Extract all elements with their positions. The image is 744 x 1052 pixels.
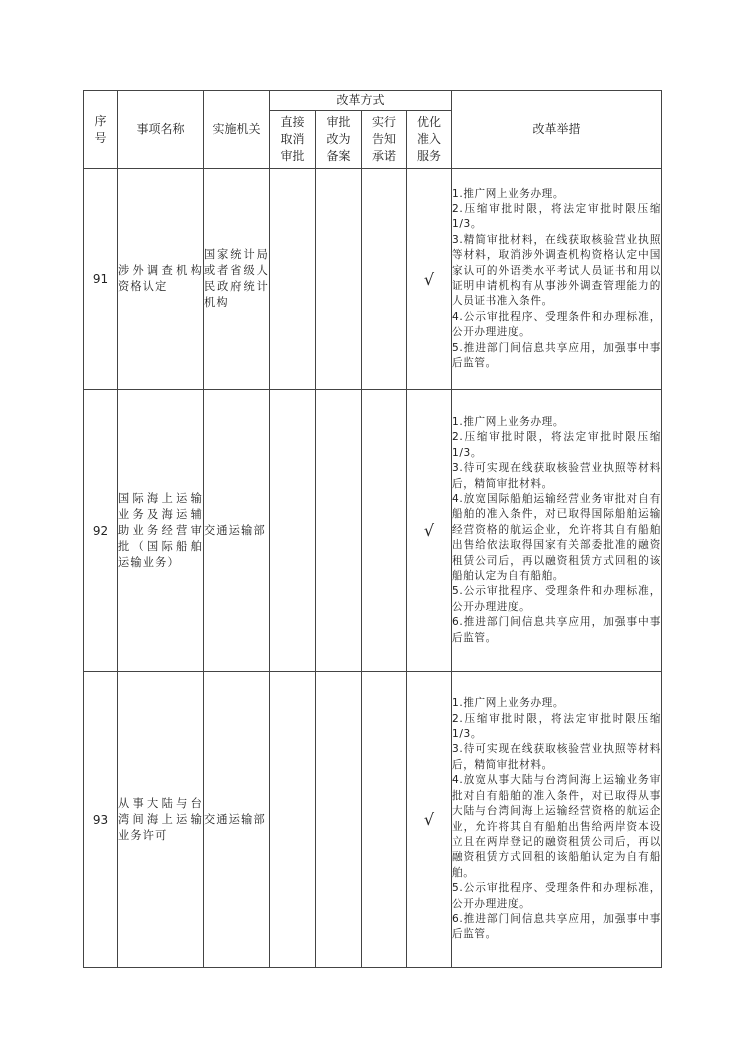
- table-row: [84, 169, 662, 390]
- row-agency: 国家统计局或者省级人民政府统计机构: [204, 169, 270, 390]
- header-reform-method: 改革方式: [270, 91, 452, 111]
- measure-item: 2.压缩审批时限，将法定审批时限压缩1/3。: [452, 202, 662, 231]
- row-item-name: 国际海上运输业务及海运辅助业务经营审批（国际船舶运输业务）: [118, 390, 204, 672]
- measure-item: 1.推广网上业务办理。: [452, 697, 565, 710]
- row-record-cell: [316, 390, 362, 672]
- row-notify-cell: [362, 672, 407, 968]
- measure-item: 6.推进部门间信息共享应用，加强事中事后监管。: [452, 912, 662, 941]
- measure-item: 2.压缩审批时限，将法定审批时限压缩1/3。: [452, 712, 662, 741]
- row-seq: 92: [84, 390, 118, 672]
- row-seq: 91: [84, 169, 118, 390]
- measure-item: 4.公示审批程序、受理条件和办理标准，公开办理进度。: [452, 310, 662, 339]
- row-agency: 交通运输部: [204, 390, 270, 672]
- row-cancel-cell: [270, 390, 316, 672]
- header-cancel: 直接取消审批: [270, 111, 316, 169]
- row-agency: 交通运输部: [204, 672, 270, 968]
- row-item-name: 涉外调查机构资格认定: [118, 169, 204, 390]
- row-measures: [452, 169, 662, 390]
- row-measures: [452, 390, 662, 672]
- row-notify-cell: [362, 390, 407, 672]
- row-optimize-check: √: [407, 672, 452, 968]
- header-item-name: 事项名称: [118, 91, 204, 169]
- row-optimize-check: √: [407, 169, 452, 390]
- row-cancel-cell: [270, 672, 316, 968]
- row-measures: [452, 672, 662, 968]
- row-cancel-cell: [270, 169, 316, 390]
- row-item-name: 从事大陆与台湾间海上运输业务许可: [118, 672, 204, 968]
- measure-item: 1.推广网上业务办理。: [452, 415, 565, 428]
- row-record-cell: [316, 672, 362, 968]
- row-record-cell: [316, 169, 362, 390]
- measure-item: 5.公示审批程序、受理条件和办理标准，公开办理进度。: [452, 585, 662, 613]
- header-record: 审批改为备案: [316, 111, 362, 169]
- header-agency: 实施机关: [204, 91, 270, 169]
- row-optimize-check: √: [407, 390, 452, 672]
- measure-item: 3.待可实现在线获取核验营业执照等材料后，精简审批材料。: [452, 462, 662, 490]
- row-notify-cell: [362, 169, 407, 390]
- measure-item: 4.放宽国际船舶运输经营业务审批对自有船舶的准入条件，对已取得国际船舶运输经营资格的航运企业，允许将其自有船舶出售给依法取得国家有关部委批准的融资租赁公司后，再以融资租赁方式回租的该船舶认定为自有船舶。: [452, 492, 662, 583]
- header-measures: 改革举措: [452, 91, 662, 169]
- header-optimize: 优化准入服务: [407, 111, 452, 169]
- measure-item: 3.精简审批材料，在线获取核验营业执照等材料，取消涉外调查机构资格认定中国家认可的外语类水平考试人员证书和用以证明申请机构有从事涉外调查管理能力的人员证书准入条件。: [452, 233, 662, 308]
- measure-item: 6.推进部门间信息共享应用，加强事中事后监管。: [452, 616, 662, 644]
- measure-item: 4.放宽从事大陆与台湾间海上运输业务审批对自有船舶的准入条件，对已取得从事大陆与台湾间海上运输经营资格的航运企业，允许将其自有船舶出售给两岸资本设立且在两岸登记的融资租赁公司后，再以融资租赁方式回租的该船舶认定为自有船舶。: [452, 774, 662, 879]
- table-row: [84, 672, 662, 968]
- row-seq: 93: [84, 672, 118, 968]
- table-row: [84, 390, 662, 672]
- measure-item: 1.推广网上业务办理。: [452, 187, 565, 200]
- measure-item: 5.推进部门间信息共享应用，加强事中事后监管。: [452, 341, 662, 370]
- measure-item: 2.压缩审批时限，将法定审批时限压缩1/3。: [452, 431, 662, 459]
- reform-table: [83, 90, 662, 968]
- header-notify: 实行告知承诺: [362, 111, 407, 169]
- header-seq: 序号: [84, 91, 118, 169]
- measure-item: 5.公示审批程序、受理条件和办理标准，公开办理进度。: [452, 882, 662, 910]
- measure-item: 3.待可实现在线获取核验营业执照等材料后，精简审批材料。: [452, 743, 662, 771]
